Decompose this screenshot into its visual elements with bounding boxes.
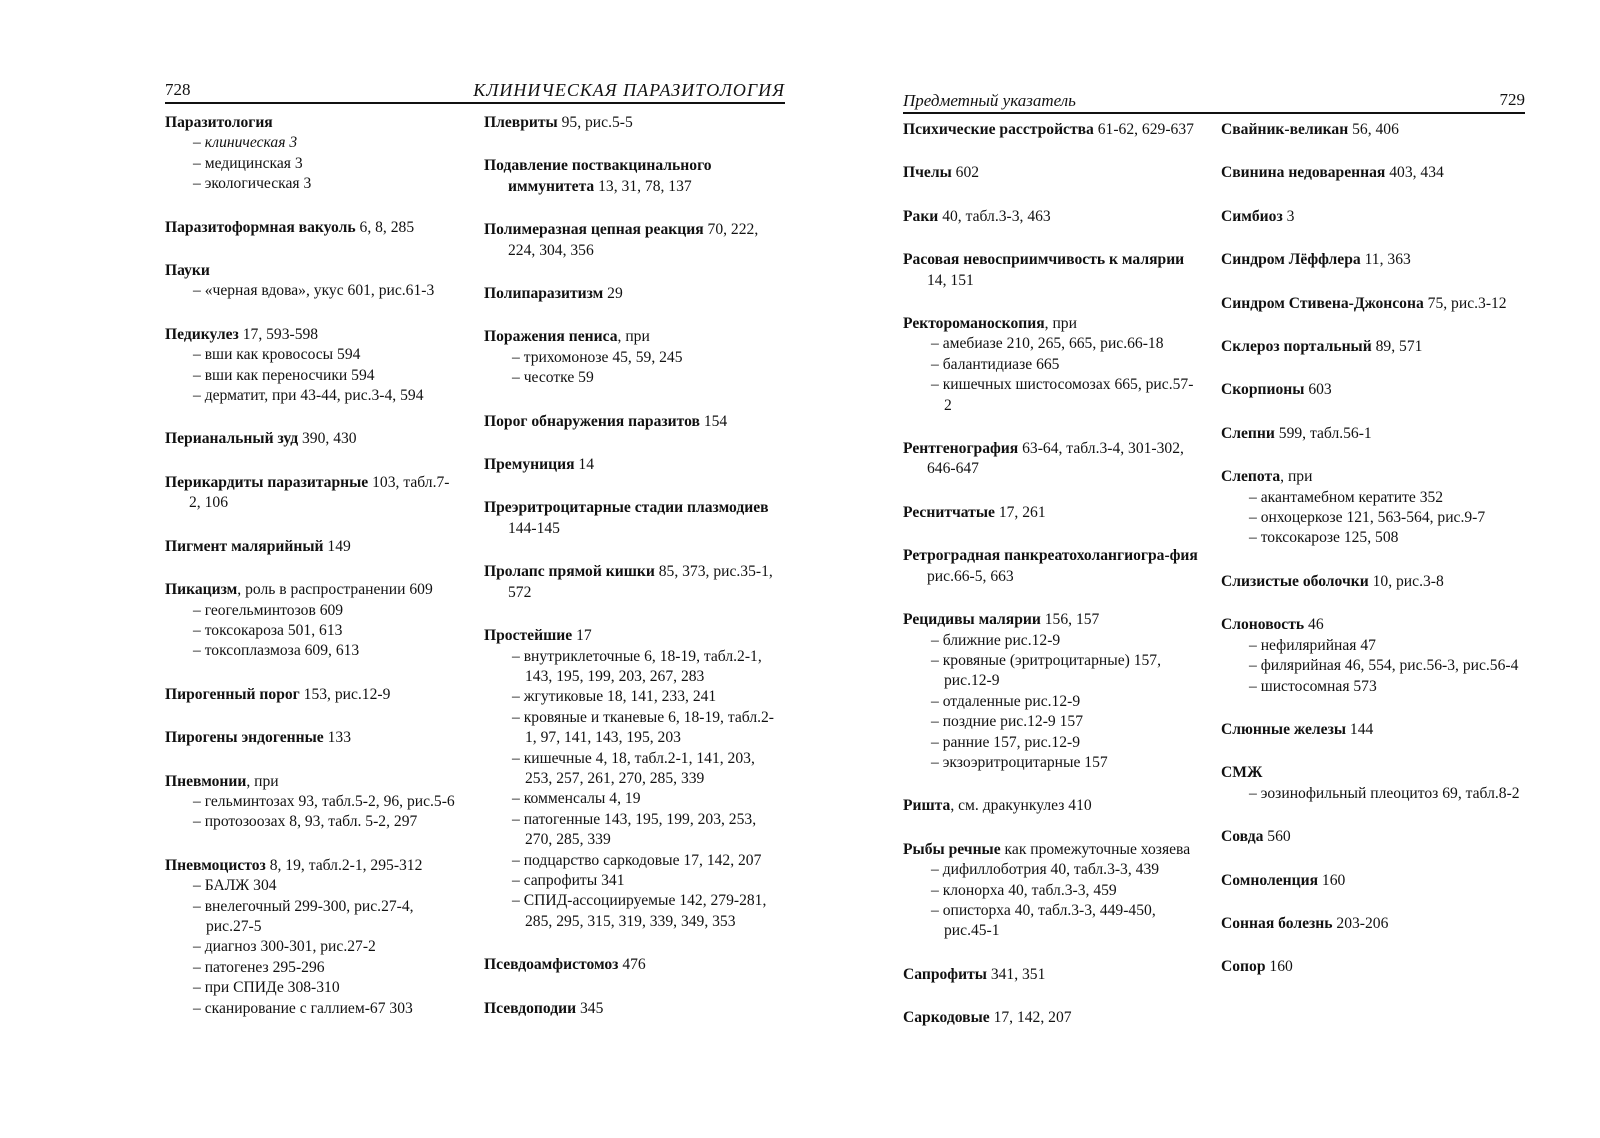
entry-line xyxy=(484,999,784,1019)
index-entry xyxy=(903,796,1198,816)
subentry: – жгутиковые 18, 141, 233, 241 xyxy=(512,688,717,706)
entry-term: Полипаразитизм xyxy=(484,285,604,303)
index-entry xyxy=(165,856,457,1019)
index-entry xyxy=(165,580,457,662)
index-entry xyxy=(1221,337,1526,357)
entry-term: Ректороманоскопия xyxy=(903,315,1045,333)
entry-refs: 599, табл.56-1 xyxy=(1274,424,1372,442)
entry-term: Слепота xyxy=(1221,468,1281,486)
index-entry xyxy=(165,473,457,514)
entry-line xyxy=(903,314,1198,334)
index-entry xyxy=(1221,424,1526,444)
subentry: – геогельминтозов 609 xyxy=(193,601,344,619)
entry-term: Псевдоподии xyxy=(484,999,577,1017)
entry-refs: 153, рис.12-9 xyxy=(299,685,391,703)
entry-line xyxy=(165,772,457,792)
index-entry xyxy=(165,113,457,195)
index-entry xyxy=(165,261,457,302)
entry-line xyxy=(165,537,457,557)
entry-refs: , см. дракункулез 410 xyxy=(950,797,1092,815)
entry-line xyxy=(484,626,784,646)
index-entry xyxy=(165,218,457,238)
entry-term: Подавление поствакцинального иммунитета xyxy=(484,157,712,195)
entry-refs: 70, 222, 224, 304, 356 xyxy=(508,221,759,259)
entry-term: Совда xyxy=(1221,828,1264,846)
index-entry xyxy=(165,728,457,748)
entry-line xyxy=(903,503,1198,523)
index-entry xyxy=(484,156,784,197)
index-entry xyxy=(1221,914,1526,934)
entry-term: Паразитология xyxy=(165,114,273,131)
entry-refs: 8, 19, табл.2-1, 295-312 xyxy=(265,856,423,874)
entry-refs: 61-62, 629-637 xyxy=(1093,121,1194,138)
subentry: – нефилярийная 47 xyxy=(1249,636,1376,654)
entry-line xyxy=(903,796,1198,816)
entry-refs: 17 xyxy=(572,627,592,645)
subentry: – онхоцеркозе 121, 563-564, рис.9-7 xyxy=(1249,509,1486,527)
entry-line xyxy=(484,455,784,475)
entry-refs: 17, 142, 207 xyxy=(989,1009,1072,1027)
entry-line xyxy=(903,546,1198,587)
subentry: – шистосомная 573 xyxy=(1249,677,1377,695)
index-entry xyxy=(484,220,784,261)
entry-refs: 144-145 xyxy=(508,519,560,537)
entry-term: Паразитоформная вакуоль xyxy=(165,218,356,236)
subentry: – трихомонозе 45, 59, 245 xyxy=(512,348,683,366)
entry-line xyxy=(165,856,457,876)
entry-refs: 75, рис.3-12 xyxy=(1423,294,1507,312)
entry-refs: 29 xyxy=(603,285,623,303)
entry-line xyxy=(903,610,1198,630)
entry-term: Реснитчатые xyxy=(903,503,995,521)
page-header xyxy=(903,86,1525,114)
entry-term: Склероз портальный xyxy=(1221,338,1372,356)
entry-term: Ретроградная панкреатохолангиогра-фия xyxy=(903,547,1198,565)
entry-line xyxy=(903,439,1198,480)
subentry: – токсоплазмоза 609, 613 xyxy=(193,642,360,660)
entry-line xyxy=(484,562,784,603)
index-entry xyxy=(1221,467,1526,549)
entry-refs: 17, 261 xyxy=(994,503,1046,521)
entry-term: Рыбы речные xyxy=(903,840,1001,858)
entry-term: Рецидивы малярии xyxy=(903,611,1041,629)
entry-line xyxy=(1221,871,1526,891)
entry-line xyxy=(484,156,784,197)
subentry: – кровяные и тканевые 6, 18-19, табл.2-1, 97, 141, 143, 195, 203 xyxy=(512,708,774,747)
entry-term: Рентгенография xyxy=(903,440,1019,458)
subentry: – внелегочный 299-300, рис.27-4, рис.27-5 xyxy=(193,897,414,935)
subentry: – кишечных шистосомозах 665, рис.57-2 xyxy=(931,376,1194,414)
entry-refs: 403, 434 xyxy=(1385,164,1444,182)
entry-line xyxy=(165,325,457,345)
index-entry xyxy=(1221,827,1526,847)
index-entry xyxy=(1221,207,1526,227)
entry-line xyxy=(1221,163,1526,183)
page-number: 728 xyxy=(165,80,191,99)
entry-term: Пролапс прямой кишки xyxy=(484,563,655,581)
subentry: – кровяные (эритроцитарные) 157, рис.12-9 xyxy=(931,651,1162,690)
entry-term: Поражения пениса xyxy=(484,328,618,346)
entry-line xyxy=(165,473,457,514)
subentry: – токсокарозе 125, 508 xyxy=(1249,529,1399,547)
entry-term: Пигмент малярийный xyxy=(165,537,324,555)
entry-line xyxy=(1221,250,1526,270)
entry-line xyxy=(1221,914,1526,934)
index-entry xyxy=(903,207,1198,227)
entry-refs: 13, 31, 78, 137 xyxy=(594,177,692,195)
index-entry xyxy=(903,1008,1198,1028)
index-entry xyxy=(484,562,784,603)
entry-term: Сонная болезнь xyxy=(1221,914,1333,932)
subentry: – внутриклеточные 6, 18-19, табл.2-1, 143, 195, 199, 203, 267, 283 xyxy=(512,647,762,685)
entry-term: Пауки xyxy=(165,262,210,280)
subentry: – патогенные 143, 195, 199, 203, 253, 270, 285, 339 xyxy=(512,810,757,849)
entry-refs: 14 xyxy=(574,456,595,474)
entry-term: Раки xyxy=(903,207,939,225)
subentry: – сканирование с галлием-67 303 xyxy=(193,999,413,1017)
index-entry xyxy=(165,772,457,833)
entry-line xyxy=(1221,207,1526,227)
entry-term: Премуниция xyxy=(484,456,575,474)
entry-line xyxy=(1221,615,1526,635)
entry-refs: 476 xyxy=(618,956,646,974)
running-head: КЛИНИЧЕСКАЯ ПАРАЗИТОЛОГИЯ xyxy=(473,80,785,100)
entry-line xyxy=(484,220,784,261)
entry-term: Слепни xyxy=(1221,424,1275,442)
entry-term: Синдром Стивена-Джонсона xyxy=(1221,294,1424,312)
entry-line xyxy=(903,250,1198,291)
subentry: – дерматит, при 43-44, рис.3-4, 594 xyxy=(193,387,424,405)
subentry: – БАЛЖ 304 xyxy=(193,877,277,895)
index-entry xyxy=(484,113,784,133)
entry-refs: , при xyxy=(617,328,650,346)
entry-term: Пирогены эндогенные xyxy=(165,729,324,747)
entry-refs: 17, 593-598 xyxy=(238,325,319,343)
subentry: – поздние рис.12-9 157 xyxy=(931,713,1083,731)
entry-line xyxy=(165,580,457,600)
entry-refs: 133 xyxy=(323,729,352,747)
entry-term: Расовая невосприимчивость к малярии xyxy=(903,251,1185,269)
subentry: – эозинофильный плеоцитоз 69, табл.8-2 xyxy=(1249,784,1520,802)
entry-line xyxy=(1221,467,1526,487)
entry-term: Перианальный зуд xyxy=(165,430,299,448)
index-entry xyxy=(165,685,457,705)
entry-refs: 144 xyxy=(1346,720,1374,738)
entry-refs: 11, 363 xyxy=(1360,251,1411,269)
subentry: – кишечные 4, 18, табл.2-1, 141, 203, 253, 257, 261, 270, 285, 339 xyxy=(512,749,755,787)
entry-refs: 40, табл.3-3, 463 xyxy=(938,207,1051,225)
entry-refs: 85, 373, рис.35-1, 572 xyxy=(508,563,773,601)
entry-line xyxy=(484,498,784,539)
entry-line xyxy=(484,412,784,432)
index-entry xyxy=(903,610,1198,773)
entry-refs: 149 xyxy=(323,537,351,555)
entry-term: Сапрофиты xyxy=(903,965,987,983)
index-entry xyxy=(1221,763,1526,804)
entry-line xyxy=(1221,294,1526,314)
entry-refs: 345 xyxy=(576,999,604,1017)
entry-line xyxy=(165,261,457,281)
entry-refs: 560 xyxy=(1263,828,1291,846)
subentry: – токсокароза 501, 613 xyxy=(193,621,343,639)
entry-refs: 63-64, табл.3-4, 301-302, 646-647 xyxy=(927,440,1184,478)
index-entry xyxy=(484,455,784,475)
subentry: – протозоозах 8, 93, табл. 5-2, 297 xyxy=(193,813,418,831)
subentry: – клиническая 3 xyxy=(193,134,298,152)
entry-line xyxy=(1221,763,1526,783)
entry-refs: , при xyxy=(1044,315,1077,333)
entry-line xyxy=(165,218,457,238)
entry-line xyxy=(1221,424,1526,444)
entry-term: Слюнные железы xyxy=(1221,720,1347,738)
entry-term: Психические расстройства xyxy=(903,121,1094,138)
index-column-right-1 xyxy=(903,120,1198,1029)
subentry: – отдаленные рис.12-9 xyxy=(931,692,1081,710)
index-entry xyxy=(903,163,1198,183)
entry-line xyxy=(484,327,784,347)
index-entry xyxy=(165,537,457,557)
index-entry xyxy=(903,503,1198,523)
entry-refs: 160 xyxy=(1265,958,1293,976)
entry-term: Свайник-великан xyxy=(1221,121,1349,138)
page-number: 729 xyxy=(1499,90,1525,109)
index-column-left-2 xyxy=(484,113,784,1019)
entry-refs: 3 xyxy=(1282,207,1295,225)
index-entry xyxy=(903,250,1198,291)
subentry: – экологическая 3 xyxy=(193,175,312,193)
subentry: – комменсалы 4, 19 xyxy=(512,790,641,808)
entry-term: Слоновость xyxy=(1221,616,1305,634)
entry-term: Сопор xyxy=(1221,958,1266,976)
entry-line xyxy=(165,429,457,449)
entry-refs: 341, 351 xyxy=(986,965,1046,983)
index-entry xyxy=(903,314,1198,416)
entry-term: Полимеразная цепная реакция xyxy=(484,221,704,239)
entry-term: Синдром Лёффлера xyxy=(1221,251,1361,269)
subentry: – патогенез 295-296 xyxy=(193,958,325,976)
entry-refs: 10, рис.3-8 xyxy=(1368,572,1444,590)
entry-line xyxy=(903,840,1198,860)
entry-term: Пирогенный порог xyxy=(165,685,300,703)
entry-line xyxy=(903,1008,1198,1028)
entry-line xyxy=(1221,720,1526,740)
entry-term: Слизистые оболочки xyxy=(1221,572,1369,590)
entry-refs: 6, 8, 285 xyxy=(355,218,415,236)
subentry: – филярийная 46, 554, рис.56-3, рис.56-4 xyxy=(1249,657,1519,675)
entry-refs: , роль в распространении 609 xyxy=(237,581,433,599)
subentry: – ранние 157, рис.12-9 xyxy=(931,733,1081,751)
subentry: – экзоэритроцитарные 157 xyxy=(931,753,1108,771)
subentry: – медицинская 3 xyxy=(193,154,303,172)
subentry: – вши как переносчики 594 xyxy=(193,366,375,384)
entry-term: Саркодовые xyxy=(903,1009,990,1027)
subentry: – амебиазе 210, 265, 665, рис.66-18 xyxy=(931,335,1164,353)
subentry: – «черная вдова», укус 601, рис.61-3 xyxy=(193,282,435,300)
index-entry xyxy=(484,955,784,975)
entry-refs: , при xyxy=(246,772,279,790)
entry-refs: 14, 151 xyxy=(927,271,974,289)
entry-line xyxy=(903,207,1198,227)
entry-term: Пневмоцистоз xyxy=(165,856,266,874)
running-head: Предметный указатель xyxy=(903,91,1076,110)
page-header xyxy=(165,76,785,104)
index-entry xyxy=(1221,957,1526,977)
entry-line xyxy=(1221,572,1526,592)
entry-term: Пневмонии xyxy=(165,772,247,790)
entry-term: Свинина недоваренная xyxy=(1221,164,1386,182)
subentry: – при СПИДе 308-310 xyxy=(193,979,340,997)
entry-line xyxy=(165,113,457,133)
entry-term: Перикардиты паразитарные xyxy=(165,473,369,491)
subentry: – балантидиазе 665 xyxy=(931,355,1060,373)
index-entry xyxy=(165,325,457,407)
entry-line xyxy=(1221,337,1526,357)
entry-line xyxy=(903,965,1198,985)
subentry: – гельминтозах 93, табл.5-2, 96, рис.5-6 xyxy=(193,792,455,810)
entry-term: Сомноленция xyxy=(1221,871,1319,889)
subentry: – сапрофиты 341 xyxy=(512,871,625,889)
index-entry xyxy=(1221,380,1526,400)
index-entry xyxy=(484,498,784,539)
index-entry xyxy=(1221,871,1526,891)
index-entry xyxy=(484,412,784,432)
subentry: – диагноз 300-301, рис.27-2 xyxy=(193,938,376,956)
entry-line xyxy=(484,955,784,975)
entry-term: Скорпионы xyxy=(1221,381,1305,399)
entry-term: Ришта xyxy=(903,797,951,815)
index-entry xyxy=(1221,163,1526,183)
entry-refs: 603 xyxy=(1304,381,1332,399)
index-entry xyxy=(903,840,1198,942)
entry-refs: 203-206 xyxy=(1332,914,1389,932)
index-entry xyxy=(903,120,1198,140)
entry-line xyxy=(484,113,784,133)
entry-refs: 390, 430 xyxy=(298,430,357,448)
entry-line xyxy=(903,163,1198,183)
index-entry xyxy=(1221,250,1526,270)
entry-refs: 56, 406 xyxy=(1348,121,1399,138)
entry-term: Пикацизм xyxy=(165,581,238,599)
index-entry xyxy=(1221,615,1526,697)
entry-refs: , при xyxy=(1280,468,1313,486)
subentry: – подцарство саркодовые 17, 142, 207 xyxy=(512,851,762,869)
index-entry xyxy=(165,429,457,449)
entry-term: СМЖ xyxy=(1221,764,1263,782)
index-entry xyxy=(484,626,784,932)
entry-line xyxy=(1221,957,1526,977)
subentry: – клонорха 40, табл.3-3, 459 xyxy=(931,881,1117,899)
entry-refs: 154 xyxy=(699,412,728,430)
subentry: – дифиллоботрия 40, табл.3-3, 439 xyxy=(931,861,1160,879)
entry-refs: 602 xyxy=(951,164,980,182)
entry-term: Симбиоз xyxy=(1221,207,1283,225)
index-column-left-1 xyxy=(165,113,457,1019)
index-entry xyxy=(903,439,1198,480)
index-entry xyxy=(903,546,1198,587)
entry-refs: 103, табл.7-2, 106 xyxy=(189,473,450,512)
index-entry xyxy=(1221,120,1526,140)
index-entry xyxy=(1221,294,1526,314)
index-entry xyxy=(484,999,784,1019)
entry-term: Педикулез xyxy=(165,325,239,343)
entry-line xyxy=(1221,380,1526,400)
entry-line xyxy=(1221,827,1526,847)
subentry: – акантамебном кератите 352 xyxy=(1249,488,1444,506)
index-entry xyxy=(484,284,784,304)
entry-refs: рис.66-5, 663 xyxy=(927,567,1014,585)
entry-term: Порог обнаружения паразитов xyxy=(484,412,700,430)
entry-term: Псевдоамфистомоз xyxy=(484,956,619,974)
right-page xyxy=(800,0,1600,1138)
index-column-right-2 xyxy=(1221,120,1526,978)
entry-term: Преэритроцитарные стадии плазмодиев xyxy=(484,499,769,517)
subentry: – СПИД-ассоциируемые 142, 279-281, 285, 295, 315, 319, 339, 349, 353 xyxy=(512,892,767,930)
subentry: – чесотке 59 xyxy=(512,369,594,387)
entry-refs: 160 xyxy=(1318,871,1346,889)
subentry: – вши как кровососы 594 xyxy=(193,346,361,364)
entry-line xyxy=(165,728,457,748)
entry-line xyxy=(1221,120,1526,140)
subentry: – описторха 40, табл.3-3, 449-450, рис.45-1 xyxy=(931,901,1156,940)
index-entry xyxy=(903,965,1198,985)
entry-refs: 156, 157 xyxy=(1040,611,1100,629)
entry-term: Простейшие xyxy=(484,627,573,645)
entry-line xyxy=(903,120,1198,140)
entry-refs: 89, 571 xyxy=(1371,338,1423,356)
entry-refs: 46 xyxy=(1304,616,1324,634)
subentry: – ближние рис.12-9 xyxy=(931,631,1061,649)
entry-refs: 95, рис.5-5 xyxy=(557,114,633,131)
index-entry xyxy=(1221,720,1526,740)
index-entry xyxy=(484,327,784,388)
entry-term: Плевриты xyxy=(484,114,558,131)
index-entry xyxy=(1221,572,1526,592)
entry-term: Пчелы xyxy=(903,164,952,182)
entry-line xyxy=(484,284,784,304)
entry-refs: как промежуточные хозяева xyxy=(1000,840,1191,858)
entry-line xyxy=(165,685,457,705)
